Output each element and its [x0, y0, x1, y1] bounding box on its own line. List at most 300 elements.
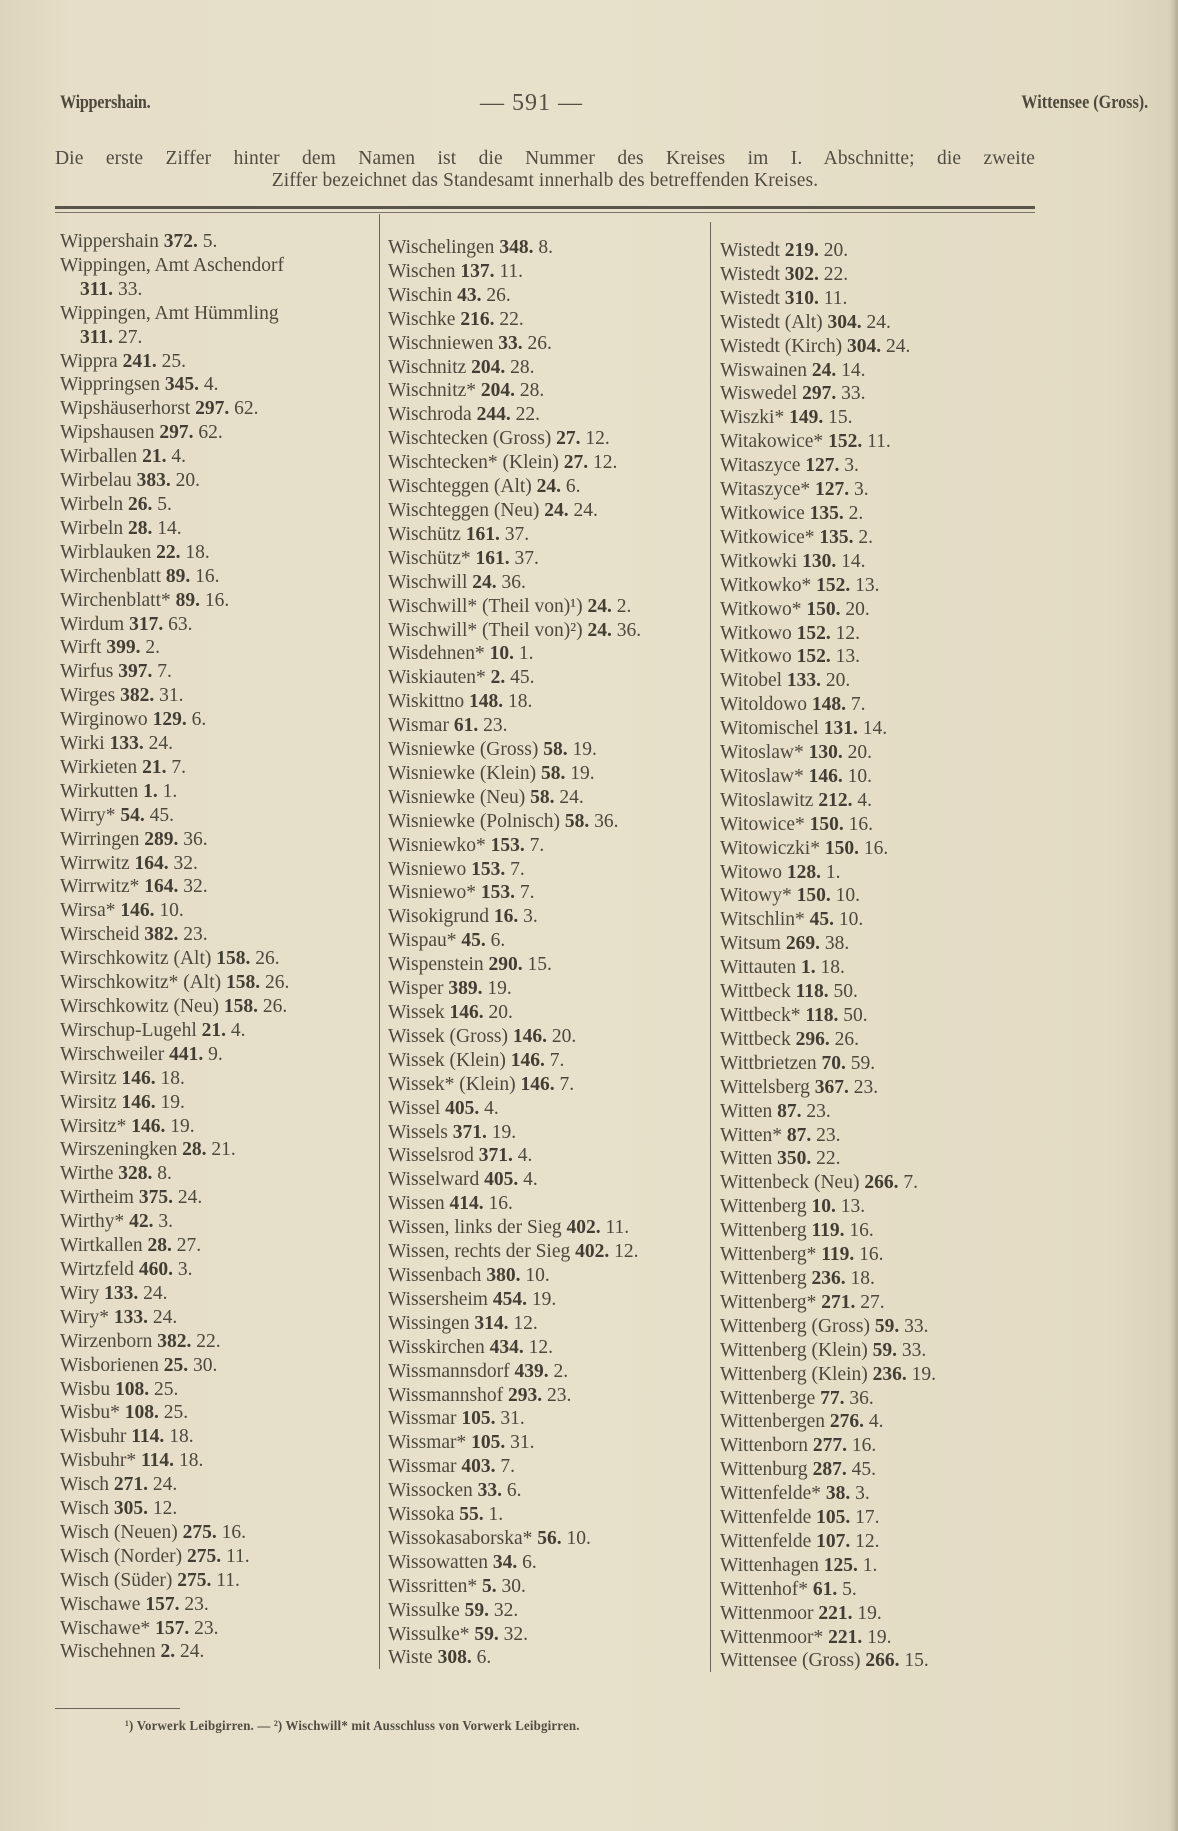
standesamt-number: 1.: [862, 1554, 878, 1576]
index-entry: [60, 1354, 289, 1378]
header-rule-thick: [55, 206, 1035, 209]
place-name: Wiskiauten*: [388, 667, 486, 689]
kreis-number: 221.: [818, 1602, 853, 1624]
standesamt-number: 23.: [806, 1100, 831, 1122]
place-name: Wissocken: [388, 1480, 473, 1502]
place-name: Wirschkowitz (Neu): [60, 996, 219, 1017]
index-entry: [388, 738, 641, 762]
standesamt-number: 36.: [616, 619, 642, 641]
standesamt-number: 14.: [157, 517, 182, 539]
kreis-number: 266.: [864, 1172, 899, 1194]
index-column-2: [388, 236, 641, 1670]
standesamt-number: 6.: [506, 1480, 522, 1502]
standesamt-number: 7.: [559, 1073, 575, 1095]
index-entry: [720, 1387, 936, 1411]
kreis-number: 137.: [460, 260, 495, 282]
standesamt-number: 23.: [816, 1124, 841, 1146]
index-entry: [60, 350, 289, 374]
kreis-number: 108.: [115, 1378, 150, 1400]
place-name: Wirsitz*: [60, 1115, 127, 1137]
index-entry: [388, 786, 641, 810]
index-entry: [720, 502, 936, 526]
index-entry: [60, 1282, 289, 1306]
standesamt-number: 7.: [500, 1456, 516, 1478]
kreis-number: 61.: [812, 1578, 838, 1600]
place-name: Wirrwitz*: [60, 876, 140, 898]
place-name: Wisch: [60, 1498, 110, 1520]
kreis-number: 405.: [484, 1169, 519, 1191]
place-name: Witkowko*: [720, 574, 812, 596]
place-name: Wirringen: [60, 828, 140, 850]
index-entry: [60, 852, 289, 876]
index-entry: [60, 1473, 289, 1497]
standesamt-number: 59.: [850, 1052, 876, 1074]
kreis-number: 43.: [457, 284, 482, 306]
kreis-number: 290.: [488, 954, 523, 976]
standesamt-number: 4.: [523, 1169, 538, 1191]
standesamt-number: 16.: [488, 1193, 513, 1215]
index-entry: [388, 1312, 641, 1336]
header-rule-thin: [55, 212, 1035, 213]
standesamt-number: 12.: [835, 622, 861, 644]
standesamt-number: 2.: [858, 526, 874, 548]
index-entry: [720, 287, 936, 311]
kreis-number: 105.: [816, 1507, 851, 1529]
standesamt-number: 63.: [168, 613, 193, 635]
place-name: Wisskirchen: [388, 1336, 485, 1358]
index-entry: [720, 335, 936, 359]
place-name: Witkowice*: [720, 526, 815, 548]
standesamt-number: 16.: [859, 1244, 884, 1266]
standesamt-number: 7.: [903, 1172, 918, 1194]
place-name: Wittenburg: [720, 1459, 808, 1481]
kreis-number: 302.: [784, 263, 819, 285]
kreis-number: 328.: [118, 1163, 153, 1185]
index-entry: [388, 547, 641, 571]
kreis-number: 276.: [829, 1411, 864, 1433]
place-name: Wissulke: [388, 1599, 460, 1621]
index-entry: [720, 908, 936, 932]
index-entry: [720, 1506, 936, 1530]
entry-continuation: [60, 326, 289, 350]
standesamt-number: 1.: [825, 861, 841, 883]
page-edge-shadow: [1170, 0, 1178, 1831]
standesamt-number: 25.: [154, 1378, 179, 1400]
standesamt-number: 2.: [145, 637, 160, 659]
standesamt-number: 6.: [191, 709, 207, 731]
index-entry: [720, 382, 936, 406]
index-entry: [720, 1195, 936, 1219]
kreis-number: 297.: [159, 422, 194, 444]
index-entry: [60, 780, 289, 804]
place-name: Wirballen: [60, 446, 138, 468]
index-entry: [60, 254, 289, 302]
place-name: Witowice*: [720, 813, 805, 835]
place-name: Wisborienen: [60, 1354, 159, 1376]
kreis-number: 24.: [811, 359, 837, 381]
kreis-number: 10.: [811, 1196, 836, 1218]
index-entry: [720, 1028, 936, 1052]
index-entry: [60, 373, 289, 397]
kreis-number: 153.: [480, 882, 516, 904]
standesamt-number: 23.: [194, 1617, 219, 1639]
place-name: Wispau*: [388, 930, 457, 952]
standesamt-number: 16.: [204, 589, 230, 611]
kreis-number: 402.: [566, 1217, 601, 1239]
place-name: Wissek: [388, 1002, 445, 1023]
standesamt-number: 24.: [573, 499, 598, 521]
standesamt-number: 1.: [518, 643, 534, 665]
standesamt-number: 5.: [157, 493, 172, 515]
kreis-number: 153.: [490, 834, 525, 856]
index-entry: [720, 932, 936, 956]
standesamt-number: 37.: [504, 523, 530, 545]
kreis-number: 150.: [824, 837, 859, 859]
index-entry: [720, 861, 936, 885]
kreis-number: 296.: [795, 1028, 830, 1050]
place-name: Wissmar: [388, 1456, 457, 1478]
place-name: Wipshäuserhorst: [60, 398, 191, 420]
kreis-number: 414.: [449, 1193, 484, 1215]
place-name: Wisbu: [60, 1378, 111, 1400]
kreis-number: 150.: [809, 813, 844, 835]
index-entry: [720, 1052, 936, 1076]
index-column-3: [720, 239, 936, 1673]
place-name: Wiste: [388, 1647, 433, 1669]
index-entry: [720, 1004, 936, 1028]
kreis-number: 1.: [143, 780, 158, 802]
index-entry: [720, 645, 936, 669]
place-name: Wischroda: [388, 404, 472, 426]
standesamt-number: 10.: [847, 765, 872, 787]
place-name: Wissels: [388, 1121, 448, 1143]
kreis-number: 148.: [811, 694, 846, 716]
kreis-number: 146.: [808, 765, 843, 787]
place-name: Wittenberg: [720, 1220, 807, 1242]
kreis-number: 130.: [808, 742, 843, 764]
index-entry: [720, 813, 936, 837]
place-name: Wirtheim: [60, 1187, 134, 1209]
place-name: Wischniewen: [388, 332, 494, 354]
index-entry: [388, 1240, 641, 1264]
kreis-number: 87.: [777, 1100, 802, 1122]
standesamt-number: 7.: [549, 1049, 565, 1071]
kreis-number: 402.: [575, 1241, 610, 1263]
place-name: Wippingen, Amt Aschendorf: [60, 254, 284, 276]
standesamt-number: 4.: [484, 1097, 499, 1119]
standesamt-number: 16.: [851, 1435, 877, 1457]
standesamt-number: 6.: [476, 1647, 492, 1669]
index-entry: [388, 236, 641, 260]
index-entry: [388, 379, 641, 403]
kreis-number: 403.: [461, 1456, 496, 1478]
place-name: Wittenbeck (Neu): [720, 1172, 860, 1194]
index-entry: [60, 684, 289, 708]
kreis-number: 397.: [118, 661, 153, 683]
kreis-number: 441.: [169, 1043, 204, 1065]
index-entry: [388, 1049, 641, 1073]
index-entry: [60, 995, 289, 1019]
index-entry: [720, 1124, 936, 1148]
place-name: Wiry*: [60, 1306, 110, 1328]
place-name: Wirzenborn: [60, 1330, 153, 1352]
standesamt-number: 22.: [816, 1148, 841, 1170]
index-entry: [720, 406, 936, 430]
place-name: Wirchenblatt: [60, 565, 162, 587]
standesamt-number: 11.: [823, 287, 848, 309]
place-name: Wischnitz*: [388, 380, 477, 402]
place-name: Wirthe: [60, 1163, 114, 1185]
index-entry: [720, 622, 936, 646]
standesamt-number: 19.: [487, 978, 512, 1000]
standesamt-number: 24.: [559, 786, 584, 808]
place-name: Witowy*: [720, 885, 792, 907]
index-entry: [720, 1554, 936, 1578]
standesamt-number: 14.: [862, 718, 888, 740]
index-entry: [60, 1521, 289, 1545]
kreis-number: 25.: [163, 1354, 189, 1376]
kreis-number: 164.: [134, 852, 169, 874]
index-entry: [60, 1138, 289, 1162]
kreis-number: 146.: [121, 1067, 156, 1089]
place-name: Wittenmoor: [720, 1602, 814, 1624]
place-name: Wismar: [388, 715, 449, 737]
place-name: Wischwill: [388, 571, 468, 593]
place-name: Wittenberg (Klein): [720, 1339, 868, 1361]
kreis-number: 77.: [820, 1387, 845, 1409]
index-entry: [720, 550, 936, 574]
index-entry: [388, 666, 641, 690]
kreis-number: 24.: [472, 571, 497, 593]
index-entry: [388, 1503, 641, 1527]
index-entry: [60, 708, 289, 732]
standesamt-number: 33.: [841, 383, 866, 405]
kreis-number: 314.: [474, 1312, 509, 1334]
index-entry: [60, 1019, 289, 1043]
kreis-number: 348.: [499, 237, 534, 258]
standesamt-number: 16.: [848, 813, 874, 835]
standesamt-number: 13.: [835, 646, 861, 668]
standesamt-number: 12.: [528, 1336, 553, 1358]
place-name: Wirschweiler: [60, 1043, 165, 1065]
kreis-number: 125.: [823, 1554, 858, 1576]
kreis-number: 28.: [127, 517, 153, 539]
kreis-number: 105.: [461, 1408, 496, 1430]
kreis-number: 1.: [800, 957, 816, 979]
index-entry: [60, 613, 289, 637]
place-name: Wittenberge: [720, 1387, 816, 1409]
standesamt-number: 15.: [527, 954, 552, 976]
kreis-number: 152.: [796, 646, 831, 668]
place-name: Wistedt (Alt): [720, 311, 823, 333]
place-name: Witkowki: [720, 550, 798, 572]
standesamt-number: 19.: [867, 1626, 892, 1648]
index-entry: [60, 1425, 289, 1449]
kreis-number: 45.: [461, 930, 486, 952]
place-name: Wisniewo*: [388, 882, 477, 904]
standesamt-number: 24.: [177, 1187, 203, 1209]
index-entry: [60, 445, 289, 469]
place-name: Wischwill* (Theil von)¹): [388, 595, 583, 617]
index-entry: [60, 397, 289, 421]
standesamt-number: 12.: [592, 452, 618, 474]
standesamt-number: 24.: [152, 1306, 178, 1328]
place-name: Witobel: [720, 670, 783, 692]
standesamt-number: 22.: [823, 263, 849, 285]
place-name: Wittenborn: [720, 1435, 809, 1457]
place-name: Witten: [720, 1100, 773, 1122]
standesamt-number: 19.: [531, 1288, 557, 1310]
standesamt-number: 24.: [886, 335, 911, 357]
index-entry: [720, 837, 936, 861]
place-name: Wischütz*: [388, 547, 471, 569]
place-name: Wisbuhr: [60, 1426, 127, 1448]
standesamt-number: 36.: [501, 571, 526, 593]
index-entry: [388, 1288, 641, 1312]
place-name: Wisch: [60, 1474, 110, 1496]
kreis-number: 114.: [141, 1450, 175, 1472]
standesamt-number: 2.: [553, 1360, 569, 1382]
place-name: Wirges: [60, 685, 116, 707]
index-entry: [60, 636, 289, 660]
index-entry: [388, 762, 641, 786]
kreis-number: 2.: [160, 1641, 176, 1663]
index-entry: [388, 905, 641, 929]
kreis-number: 5.: [482, 1575, 497, 1597]
kreis-number: 310.: [784, 287, 819, 309]
place-name: Wischawe*: [60, 1617, 151, 1639]
kreis-number: 308.: [437, 1647, 472, 1669]
standesamt-number: 33.: [901, 1339, 927, 1361]
kreis-number: 59.: [464, 1599, 490, 1621]
standesamt-number: 3.: [158, 1211, 173, 1233]
standesamt-number: 12.: [855, 1530, 880, 1552]
index-entry: [60, 1378, 289, 1402]
index-entry: [60, 1067, 289, 1091]
place-name: Witsum: [720, 933, 781, 955]
standesamt-number: 20.: [551, 1025, 577, 1047]
standesamt-number: 32.: [183, 876, 208, 898]
index-entry: [60, 1545, 289, 1569]
index-entry: [388, 690, 641, 714]
place-name: Wittenberg: [720, 1267, 807, 1289]
standesamt-number: 33.: [904, 1315, 929, 1337]
index-entry: [720, 1363, 936, 1387]
place-name: Wisper: [388, 978, 444, 1000]
standesamt-number: 19.: [911, 1363, 937, 1385]
place-name: Wirschkowitz (Alt): [60, 948, 212, 970]
intro-line-2: Ziffer bezeichnet das Standesamt innerhalb des betreffenden Kreises.: [271, 170, 819, 191]
index-entry: [60, 1210, 289, 1234]
kreis-number: 21.: [142, 446, 167, 468]
kreis-number: 56.: [537, 1527, 562, 1549]
standesamt-number: 27.: [860, 1291, 885, 1313]
place-name: Witten: [720, 1148, 773, 1170]
kreis-number: 146.: [449, 1002, 484, 1023]
place-name: Wirfus: [60, 661, 114, 683]
index-entry: [388, 1264, 641, 1288]
running-head: [60, 90, 1148, 122]
standesamt-number: 4.: [517, 1145, 533, 1167]
index-entry: [60, 565, 289, 589]
index-entry: [720, 430, 936, 454]
place-name: Wischin: [388, 284, 453, 306]
kreis-number: 42.: [129, 1211, 154, 1233]
index-entry: [60, 732, 289, 756]
index-entry: [388, 810, 641, 834]
standesamt-number: 30.: [501, 1575, 526, 1597]
place-name: Wiswainen: [720, 359, 807, 381]
standesamt-number: 20.: [847, 742, 872, 764]
standesamt-number: 19.: [491, 1121, 517, 1143]
kreis-number: 367.: [814, 1076, 849, 1098]
index-entry: [388, 1575, 641, 1599]
kreis-number: 405.: [445, 1097, 480, 1119]
place-name: Wisokigrund: [388, 906, 490, 928]
standesamt-number: 2.: [848, 502, 864, 524]
kreis-number: 133.: [109, 733, 144, 755]
index-entry: [388, 427, 641, 451]
standesamt-number: 8.: [157, 1163, 172, 1185]
kreis-number: 289.: [144, 828, 179, 850]
index-entry: [720, 1434, 936, 1458]
index-entry: [388, 1479, 641, 1503]
standesamt-number: 1.: [162, 780, 178, 802]
place-name: Wissek (Klein): [388, 1049, 506, 1071]
kreis-number: 287.: [812, 1459, 847, 1481]
kreis-number: 24.: [536, 476, 562, 498]
index-entry: [720, 1482, 936, 1506]
place-name: Wissmar*: [388, 1432, 467, 1454]
place-name: Wissenbach: [388, 1264, 482, 1286]
index-entry: [60, 660, 289, 684]
standesamt-number: 4.: [857, 789, 872, 811]
place-name: Wisch (Norder): [60, 1545, 183, 1567]
place-name: Wisch (Süder): [60, 1569, 173, 1591]
index-entry: [60, 1449, 289, 1473]
place-name: Wippershain: [60, 231, 159, 252]
kreis-number: 59.: [872, 1339, 898, 1361]
place-name: Wirszeningken: [60, 1139, 178, 1161]
place-name: Wirbeln: [60, 493, 124, 515]
index-entry: [388, 475, 641, 499]
standesamt-number: 8.: [538, 237, 553, 258]
index-entry: [388, 451, 641, 475]
place-name: Wischwill* (Theil von)²): [388, 619, 583, 641]
index-entry: [720, 1171, 936, 1195]
place-name: Witten*: [720, 1124, 783, 1146]
standesamt-number: 62.: [234, 398, 259, 420]
standesamt-number: 18.: [160, 1067, 185, 1089]
index-entry: [720, 239, 936, 263]
index-entry: [388, 1073, 641, 1097]
standesamt-number: 12.: [585, 428, 610, 450]
standesamt-number: 12.: [152, 1498, 178, 1520]
kreis-number: 70.: [821, 1052, 846, 1074]
index-entry: [388, 332, 641, 356]
intro-note: [55, 148, 1035, 192]
place-name: Wissokasaborska*: [388, 1527, 533, 1549]
standesamt-number: 12.: [614, 1241, 639, 1263]
index-entry: [60, 1617, 289, 1641]
place-name: Wissek (Gross): [388, 1025, 508, 1047]
place-name: Wittbeck*: [720, 1005, 801, 1026]
standesamt-number: 36.: [183, 828, 208, 850]
place-name: Wirrwitz: [60, 852, 130, 874]
kreis-number: 311.: [80, 278, 114, 300]
standesamt-number: 10.: [838, 909, 864, 931]
kreis-number: 317.: [129, 613, 164, 635]
